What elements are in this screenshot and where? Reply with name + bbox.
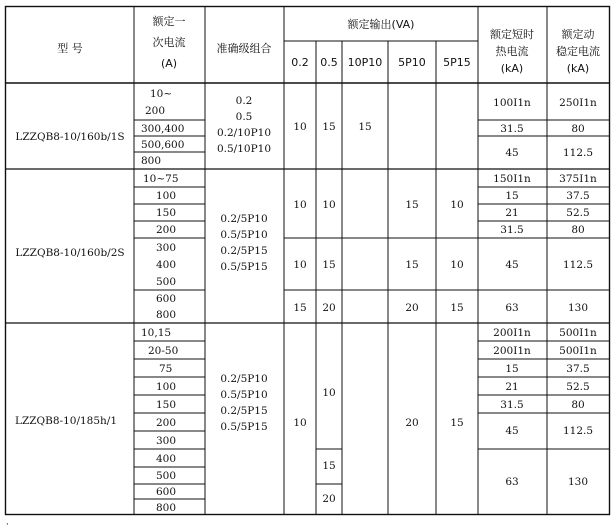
output-5P15: 15 bbox=[450, 302, 464, 314]
group-lzzqb8-160b-2s bbox=[15, 173, 597, 321]
dynamic-cell: 112.5 bbox=[562, 259, 594, 271]
thermal-cell: 45 bbox=[505, 259, 519, 271]
group-lzzqb8-185h-1 bbox=[15, 327, 597, 514]
header-accuracy-combo: 准确级组合 bbox=[216, 42, 272, 55]
header-thermal-1: 额定短时 bbox=[490, 28, 534, 41]
thermal-cell: 21 bbox=[505, 381, 519, 393]
thermal-cell: 45 bbox=[505, 425, 519, 437]
current-cell: 800 bbox=[156, 502, 177, 514]
thermal-cell: 31.5 bbox=[500, 224, 524, 236]
header-thermal-3: (kA) bbox=[500, 62, 524, 75]
group-lzzqb8-160b-1s bbox=[15, 88, 597, 167]
output-0.5: 10 bbox=[322, 387, 336, 399]
current-cell: 300 bbox=[156, 242, 177, 254]
scan-mark: · bbox=[6, 520, 9, 528]
dynamic-cell: 52.5 bbox=[566, 381, 590, 393]
header-primary-current-1: 额定一 bbox=[152, 15, 186, 28]
thermal-cell: 31.5 bbox=[500, 123, 524, 135]
current-cell: 300,400 bbox=[141, 123, 185, 135]
accuracy-line: 0.2/5P15 bbox=[220, 405, 268, 417]
model-label: LZZQB8-10/185h/1 bbox=[14, 415, 118, 427]
current-cell: 400 bbox=[156, 259, 177, 271]
current-cell: 200 bbox=[156, 224, 177, 236]
accuracy-line: 0.2/5P15 bbox=[220, 245, 268, 257]
thermal-cell: 200I1n bbox=[493, 327, 531, 339]
dynamic-cell: 130 bbox=[567, 302, 589, 314]
dynamic-cell: 37.5 bbox=[566, 190, 590, 202]
output-0.2: 10 bbox=[293, 121, 307, 133]
thermal-cell: 15 bbox=[505, 363, 519, 375]
output-5P15: 10 bbox=[450, 199, 464, 211]
thermal-cell: 63 bbox=[505, 302, 519, 314]
accuracy-line: 0.2/5P10 bbox=[220, 213, 268, 225]
current-cell: 20-50 bbox=[148, 345, 179, 357]
accuracy-line: 0.5/5P15 bbox=[220, 261, 268, 273]
thermal-cell: 200I1n bbox=[493, 345, 531, 357]
current-cell: 75 bbox=[159, 363, 173, 375]
current-cell: 200 bbox=[145, 105, 166, 117]
thermal-cell: 15 bbox=[505, 190, 519, 202]
current-cell: 600 bbox=[156, 293, 177, 305]
model-label: LZZQB8-10/160b/1S bbox=[15, 131, 125, 143]
dynamic-cell: 112.5 bbox=[562, 147, 594, 159]
current-cell: 150 bbox=[156, 207, 177, 219]
current-cell: 10~ bbox=[150, 88, 173, 100]
current-cell: 500 bbox=[156, 470, 177, 482]
header-output-5P15: 5P15 bbox=[443, 56, 471, 69]
output-0.2: 10 bbox=[293, 259, 307, 271]
header-dynamic-3: (kA) bbox=[566, 62, 590, 75]
output-0.5: 10 bbox=[322, 199, 336, 211]
current-cell: 100 bbox=[156, 381, 177, 393]
output-0.5: 15 bbox=[322, 259, 336, 271]
table-header bbox=[57, 14, 600, 75]
dynamic-cell: 500I1n bbox=[559, 345, 597, 357]
dynamic-cell: 52.5 bbox=[566, 207, 590, 219]
accuracy-line: 0.5/5P15 bbox=[220, 421, 268, 433]
accuracy-line: 0.5/5P10 bbox=[220, 229, 268, 241]
accuracy-line: 0.2 bbox=[235, 95, 253, 107]
thermal-cell: 100I1n bbox=[493, 97, 531, 109]
output-0.5: 20 bbox=[322, 302, 336, 314]
header-primary-current-3: (A) bbox=[160, 57, 178, 70]
output-5P10: 20 bbox=[405, 302, 419, 314]
accuracy-line: 0.5/5P10 bbox=[220, 389, 268, 401]
current-cell: 150 bbox=[156, 399, 177, 411]
output-5P10: 20 bbox=[405, 417, 419, 429]
current-cell: 10~75 bbox=[143, 173, 179, 185]
current-cell: 800 bbox=[141, 155, 162, 167]
current-cell: 500,600 bbox=[141, 139, 185, 151]
thermal-cell: 63 bbox=[505, 476, 519, 488]
current-cell: 200 bbox=[156, 417, 177, 429]
output-5P15: 15 bbox=[450, 417, 464, 429]
dynamic-cell: 250I1n bbox=[559, 97, 597, 109]
dynamic-cell: 375I1n bbox=[559, 173, 597, 185]
thermal-cell: 21 bbox=[505, 207, 519, 219]
output-10P10: 15 bbox=[358, 121, 372, 133]
dynamic-cell: 130 bbox=[567, 476, 589, 488]
dynamic-cell: 112.5 bbox=[562, 425, 594, 437]
output-0.5: 20 bbox=[322, 493, 336, 505]
dynamic-cell: 500I1n bbox=[559, 327, 597, 339]
current-cell: 100 bbox=[156, 190, 177, 202]
header-primary-current-2: 次电流 bbox=[152, 36, 186, 49]
output-0.2: 10 bbox=[293, 199, 307, 211]
header-dynamic-2: 稳定电流 bbox=[556, 45, 600, 58]
model-label: LZZQB8-10/160b/2S bbox=[15, 247, 125, 259]
accuracy-line: 0.5/10P10 bbox=[216, 143, 272, 155]
thermal-cell: 150I1n bbox=[493, 173, 531, 185]
header-thermal-2: 热电流 bbox=[495, 45, 529, 58]
header-dynamic-1: 额定动 bbox=[561, 28, 595, 41]
output-5P10: 15 bbox=[405, 259, 419, 271]
table-grid bbox=[5, 6, 610, 515]
current-cell: 800 bbox=[156, 309, 177, 321]
current-cell: 600 bbox=[156, 486, 177, 498]
header-rated-output: 额定输出(VA) bbox=[347, 18, 415, 31]
output-5P15: 10 bbox=[450, 259, 464, 271]
header-output-10P10: 10P10 bbox=[347, 56, 383, 69]
current-cell: 300 bbox=[156, 435, 177, 447]
dynamic-cell: 80 bbox=[571, 399, 585, 411]
thermal-cell: 45 bbox=[505, 147, 519, 159]
output-0.5: 15 bbox=[322, 460, 336, 472]
dynamic-cell: 80 bbox=[571, 123, 585, 135]
dynamic-cell: 37.5 bbox=[566, 363, 590, 375]
current-cell: 10,15 bbox=[141, 327, 172, 339]
header-output-0.5: 0.5 bbox=[320, 56, 338, 69]
current-cell: 500 bbox=[156, 276, 177, 288]
output-0.2: 10 bbox=[293, 417, 307, 429]
accuracy-line: 0.2/5P10 bbox=[220, 373, 268, 385]
output-5P10: 15 bbox=[405, 199, 419, 211]
output-0.2: 15 bbox=[293, 302, 307, 314]
dynamic-cell: 80 bbox=[571, 224, 585, 236]
header-model: 型 号 bbox=[57, 42, 83, 55]
thermal-cell: 31.5 bbox=[500, 399, 524, 411]
accuracy-line: 0.5 bbox=[235, 111, 253, 123]
output-0.5: 15 bbox=[322, 121, 336, 133]
accuracy-line: 0.2/10P10 bbox=[216, 127, 272, 139]
header-output-5P10: 5P10 bbox=[398, 56, 426, 69]
current-cell: 400 bbox=[156, 453, 177, 465]
header-output-0.2: 0.2 bbox=[291, 56, 309, 69]
